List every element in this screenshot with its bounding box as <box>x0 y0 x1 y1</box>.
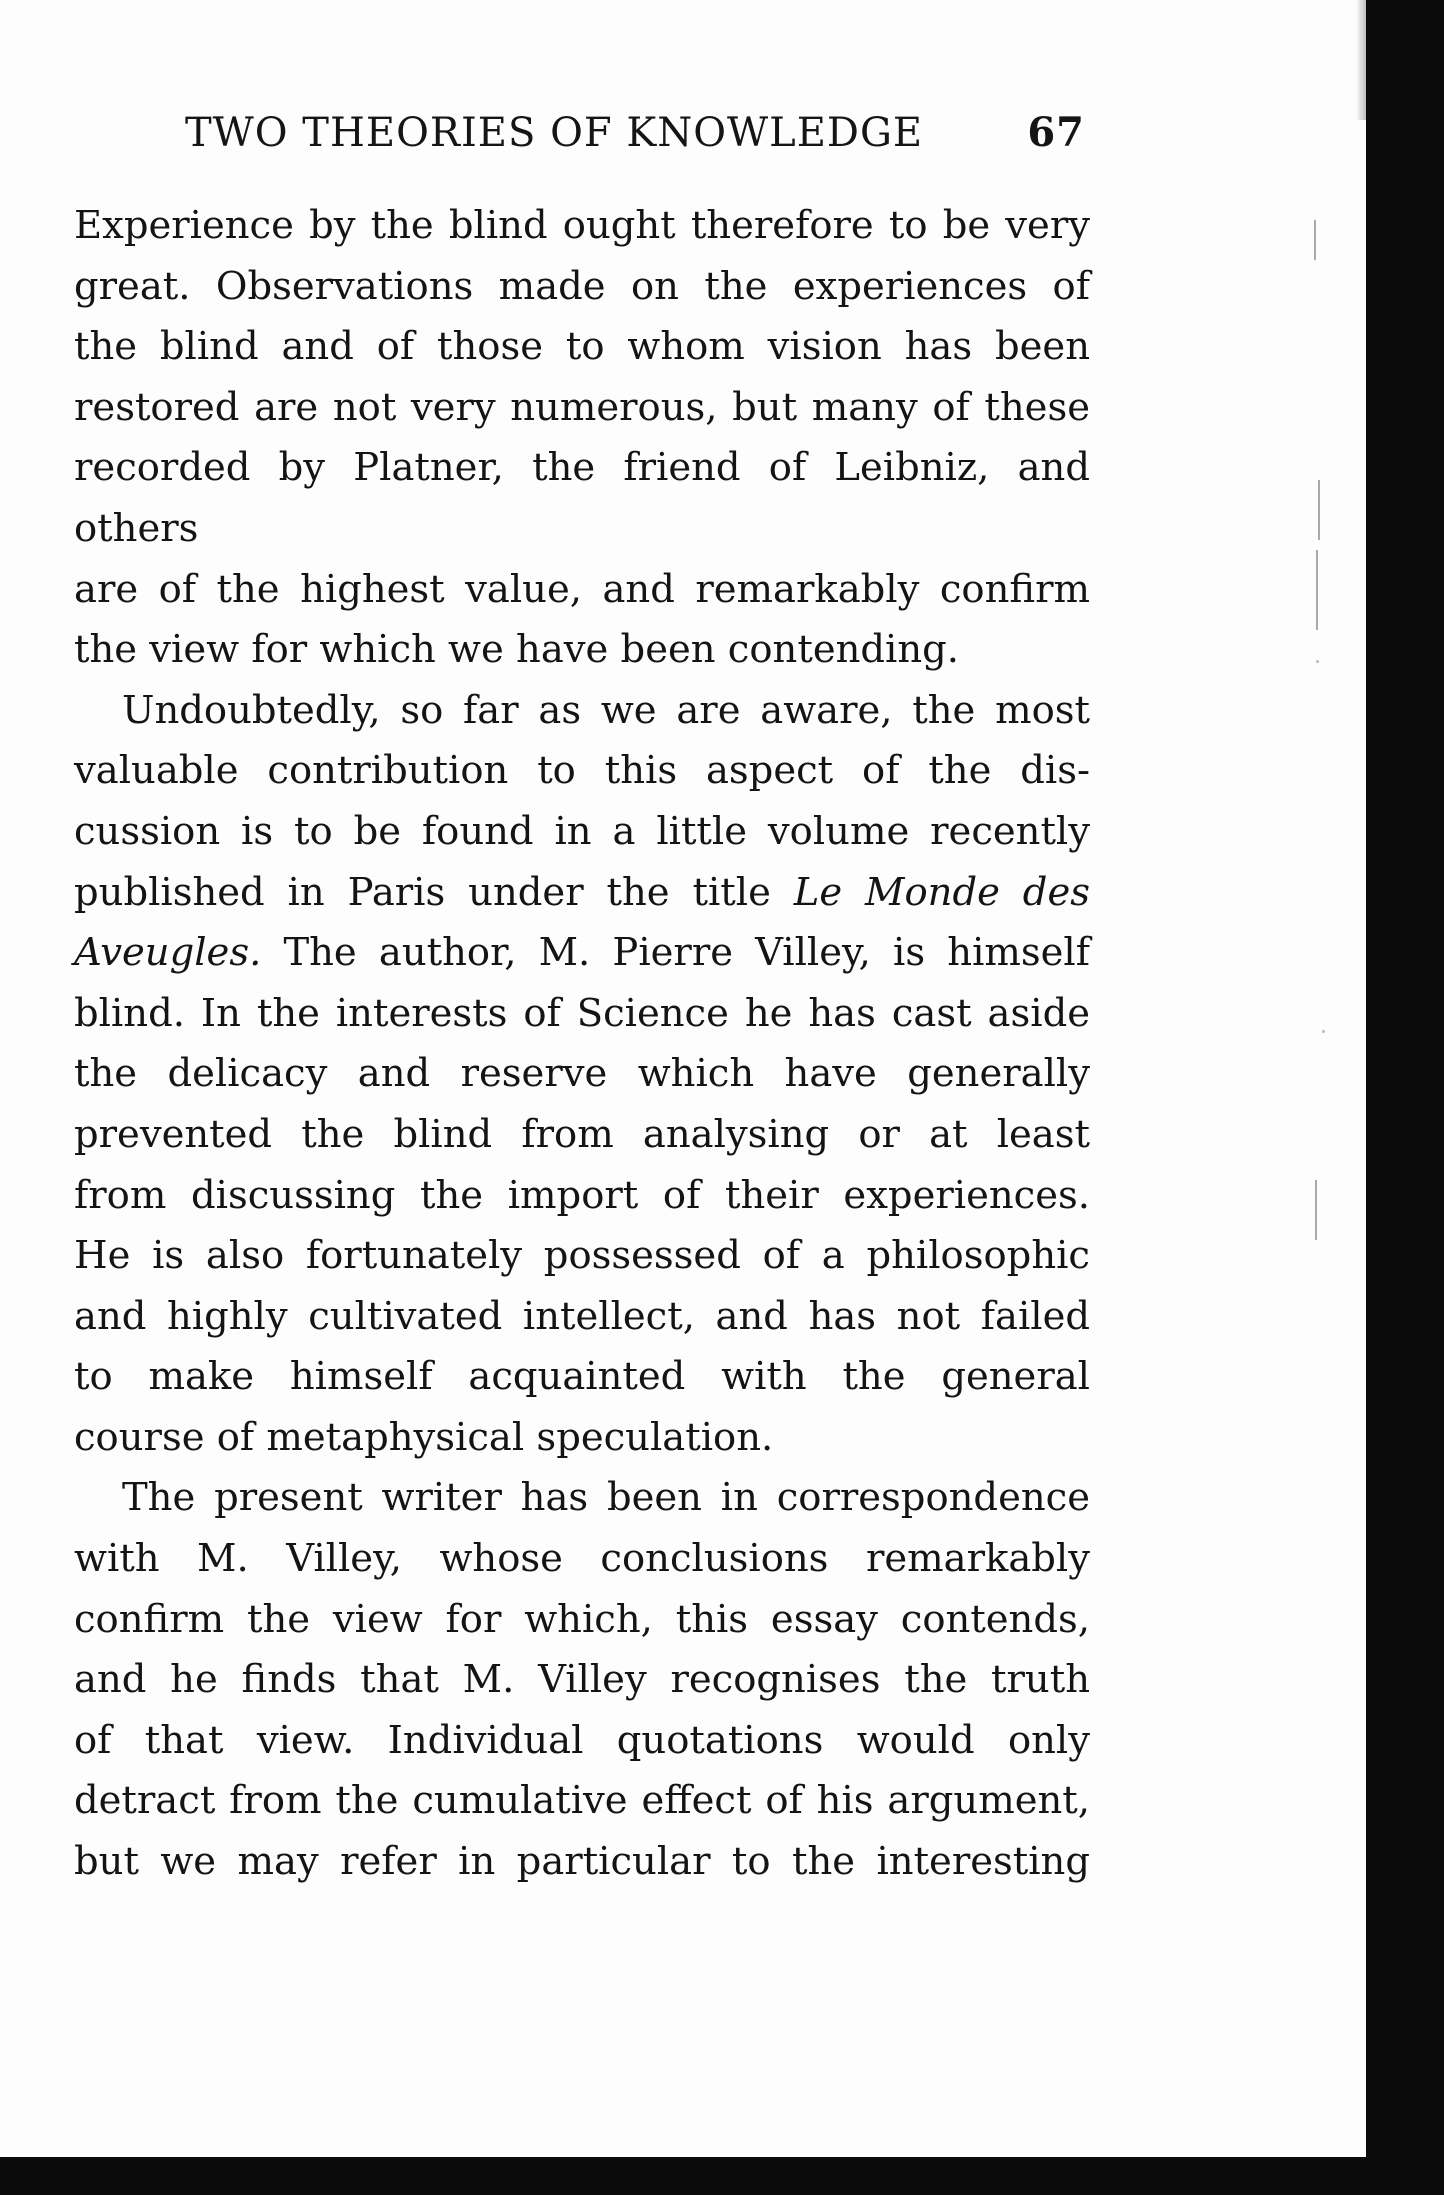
text-line: Undoubtedly, so far as we are aware, the most <box>122 687 1090 733</box>
text-line: confirm the view for which, this essay contends, <box>74 1596 1090 1642</box>
scan-mark <box>1314 220 1316 260</box>
book-title-italic: Le Monde des <box>793 869 1090 915</box>
text-line: blind. In the interests of Science he has cast aside <box>74 990 1090 1036</box>
running-header <box>185 108 1085 158</box>
paragraph-3 <box>74 1468 1090 1892</box>
body-text <box>74 196 1090 1893</box>
text-line: are of the highest value, and remarkably confirm <box>74 566 1090 612</box>
book-title-italic-cont: Aveugles. <box>74 930 262 976</box>
scan-edge-right <box>1366 0 1444 2195</box>
text-line: restored are not very numerous, but many of these <box>74 384 1090 430</box>
paragraph-2 <box>74 681 1090 1469</box>
text-line: Experience by the blind ought therefore to be very <box>74 203 1090 248</box>
paragraph-1 <box>74 196 1090 681</box>
text-line: prevented the blind from analysing or at least <box>74 1111 1090 1157</box>
page-number: 67 <box>1027 109 1085 156</box>
text-line: with M. Villey, whose conclusions remarkably <box>74 1536 1090 1582</box>
text-line: cussion is to be found in a little volume recently <box>74 808 1090 854</box>
text-line: course of metaphysical speculation. <box>74 1414 774 1460</box>
text-line: and highly cultivated intellect, and has not failed <box>74 1293 1090 1339</box>
text-fragment: The author, M. Pierre Villey, is himself <box>261 930 1090 976</box>
text-line: the delicacy and reserve which have generally <box>74 1051 1090 1097</box>
text-line-with-title <box>74 863 1090 924</box>
scan-mark <box>1315 1180 1317 1240</box>
margin-scan-marks <box>1310 200 1340 1400</box>
scan-mark <box>1322 1030 1325 1033</box>
scan-mark <box>1318 480 1320 540</box>
text-line: the view for which we have been contending. <box>74 627 960 673</box>
text-fragment: published in Paris under the title <box>74 869 794 915</box>
text-line: and he finds that M. Villey recognises the truth <box>74 1657 1090 1703</box>
text-line: of that view. Individual quotations would only <box>74 1717 1090 1763</box>
scan-mark <box>1316 550 1318 630</box>
text-line-with-title <box>74 923 1090 984</box>
text-line: The present writer has been in correspondence <box>122 1475 1090 1521</box>
scan-edge-bottom <box>0 2157 1444 2195</box>
running-title: TWO THEORIES OF KNOWLEDGE <box>185 110 924 156</box>
text-line: recorded by Platner, the friend of Leibniz, and others <box>74 445 1090 551</box>
page-gutter-shadow <box>1356 0 1366 120</box>
scan-mark <box>1316 660 1319 663</box>
text-line: great. Observations made on the experiences of <box>74 263 1090 309</box>
text-line: but we may refer in particular to the interesting <box>74 1839 1090 1885</box>
text-line: detract from the cumulative effect of his argument, <box>74 1778 1090 1824</box>
text-line: the blind and of those to whom vision has been <box>74 324 1090 370</box>
text-line: to make himself acquainted with the general <box>74 1354 1090 1400</box>
text-line: from discussing the import of their experiences. <box>74 1172 1090 1218</box>
text-line: He is also fortunately possessed of a philosophic <box>74 1233 1090 1279</box>
text-line: valuable contribution to this aspect of the dis- <box>74 748 1090 794</box>
